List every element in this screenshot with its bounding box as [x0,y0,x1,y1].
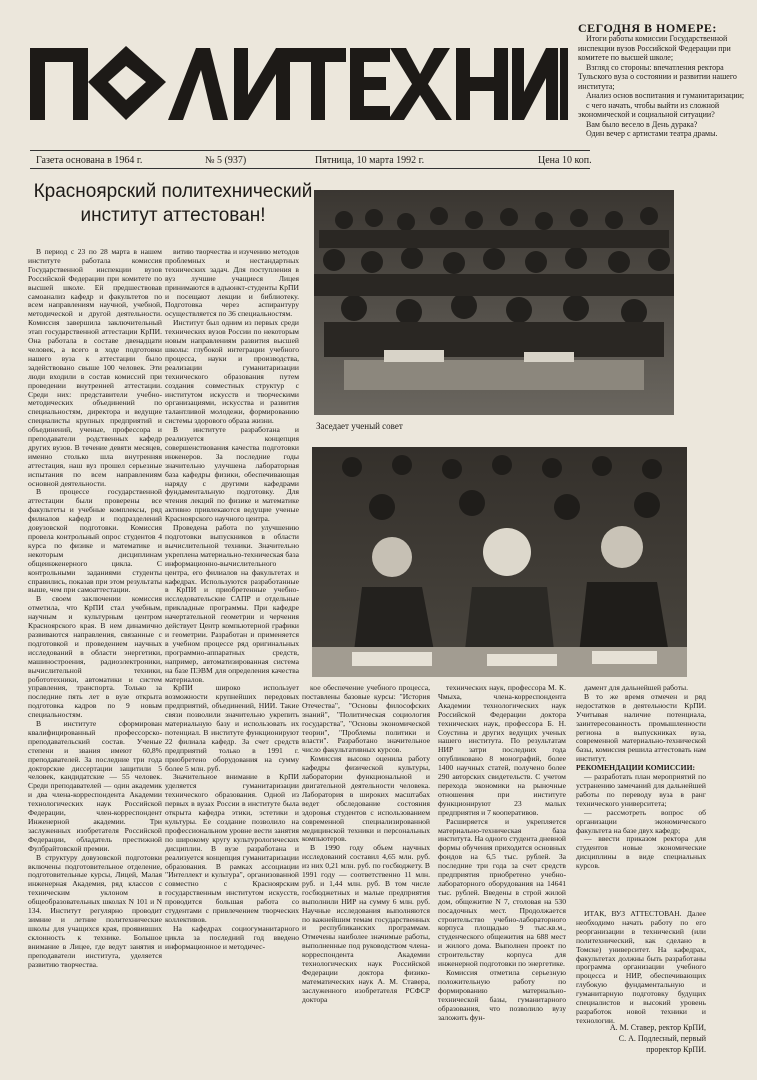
article-column-3 [302,684,430,1064]
paragraph: Проведена работа по улучшению подготовки выпускников в области вычислительной техники. Значительно укреплена материально-техническая база информационно-вычислительного центра, его филиалов на факультетах и кафедрах. Используются разработанные в КрПИ и приобретенные учебно-исследовательские САПР и отдельные прикладные программы. При кафедре начертательной геометрии и черчения действует Центр компьютерной графики и геометрии. Разработан и применяется в учебном процессе ряд оригинальных программно-аппаратных средств, например, автоматизированная система на базе ПЭВМ для определения качества материалов. [165,523,299,684]
paragraph: В своем заключении комиссия отметила, что КрПИ стал учебным, научным и культурным центром Красноярского края. В нем динамично развиваются направления, связанные с подготовкой и проведением научных исследований в области энергетики, машиностроения, радиоэлектроники, вычислительной техники, робототехники, автоматики и систем управления, транспорта. Только за последние пять лет в вузе открыта подготовка кадров по 9 новым специальностям. [28,594,162,720]
recommendations-heading: РЕКОМЕНДАЦИИ КОМИССИИ: [576,763,696,773]
price-text: Цена 10 коп. [538,155,592,166]
paragraph: Комиссия высоко оценила работу кафедры физической культуры, лаборатории функциональной и двигательной деятельности человека. Лаборатория в широких масштабах ведет обследование состояния здоровья студентов с использованием современной специализированной медицинской техники и персональных компьютеров. [302,754,430,844]
paragraph: ИТАК, ВУЗ АТТЕСТОВАН. Далее необходимо начать работу по его реорганизации в технический (или политехнический, как сделано в Томске) университет. На кафедрах, факультетах должны быть разработаны программа организации учебного процесса и НИР, обеспечивающих глубокую фундаментальную и гуманитарную подготовку будущих специалистов и высокий уровень разработок новой техники и технологии. [576,909,706,1025]
header-rule [30,168,590,169]
paragraph: КрПИ широко использует возможности крупнейших передовых предприятий, объединений, НИИ. Такие связи позволили значительно укрепить материальную базу и использовать их потенциал. В институте функционируют 22 филиала кафедр. За счет средств предприятий только в 1991 г. приобретено оборудования на сумму более 5 млн. руб. [165,683,299,773]
paragraph: технических наук, профессора М. К. Чмыха, члена-корреспондента Академии технологических наук Российской Федерации доктора технических наук, профессора Б. Н. Соустина и других ведущих ученых нашего института. По результатам НИР затри последних года опубликовано 8 монографий, более 1400 научных статей, получено более 290 авторских свидетельств. С учетом перехода экономики на рыночные отношения при институте функционируют 23 малых предприятия и 7 кооперативов. [438,683,566,817]
masthead-logo [28,40,568,125]
contents-heading: СЕГОДНЯ В НОМЕРЕ: [578,21,717,35]
photo-council-meeting [314,190,674,415]
paragraph: Расширяется и укрепляется материально-техническая база института. На одного студента дневной формы обучения приходится основных фондов на 6,5 тыс. рублей. За последние три года за счет средств предприятия приобретено учебно-лабораторного оборудования на 14641 тыс. рублей. Введены в строй жилой дом, общежитие N 7, столовая на 530 посадочных мест. Продолжается строительство учебно-лабораторного корпуса площадью 9 тыс.кв.м., студенческого общежития на 688 мест и жилого дома. Выполнен проект по строительству корпуса для инженерной подготовки по энергетике. [438,816,566,969]
paragraph: — ввести приказом ректора для студентов новые экономические дисциплины в виде специальных курсов. [576,834,706,871]
paragraph: В то же время отмечен и ряд недостатков в деятельности КрПИ. Учитывая наличие потенциала, заинтересованность промышленности региона в выпускниках вуза, современной материально-технической базы, комиссия решила аттестовать нам институт. [576,691,706,764]
signature-line: проректор КрПИ. [646,1045,706,1054]
article-conclusion [576,909,706,1025]
paragraph: — рассмотреть вопрос об организации экономического факультета на базе двух кафедр; [576,807,706,835]
article-column-2 [165,248,299,1063]
article-column-4 [438,684,566,1064]
issue-number: № 5 (937) [205,155,247,166]
headline: Красноярский политехнический институт аттестован! [33,181,313,226]
paragraph: дамент для дальнейшей работы. [584,683,689,692]
paragraph: Комиссия отметила серьезную положительную работу по формированию материально-технической базы, гуманитарного образования, что позволило вузу заложить фун- [438,968,566,1022]
issue-date: Пятница, 10 марта 1992 г. [315,155,425,166]
photo-commission [312,447,687,677]
contents-sidebar [578,22,748,139]
signature-line: А. М. Ставер, ректор КрПИ, [609,1023,706,1032]
paragraph: Институт был одним из первых среди технических вузов России по некоторым новым направлениям развития высшей школы: глубокой интеграции учебного процесса, науки и производства, реализации гуманитаризации технического образования путем создания совместных структур с институтом искусств и творческими организациями, искусства и развития талантливой молодежи, формированию системы здорового образа жизни. [165,318,299,426]
paragraph: Значительное внимание в КрПИ уделяется гуманитаризации технического образования. Одной из первых в вузах России в институте была открыта кафедра этики, эстетики и культуры. Ее создание позволило на профессиональном уровне вести занятия по широкому кругу культурологических дисциплин. В вузе разработана и реализуется концепция гуманитаризации образования. В рамках ассоциации "Интеллект и культура", организованной совместно с Красноярским государственным институтом искусств, проводится большая работа со студентами с привлечением творческих коллективов. [165,772,299,924]
paragraph: — разработать план мероприятий по устранению замечаний для дальнейшей работы по переводу вуза в ранг технического университета; [576,772,706,808]
signature-line: С. А. Подлесный, первый [618,1034,706,1043]
contents-item: с чего начать, чтобы выйти из сложной экономической и социальной ситуации? [578,100,720,119]
contents-item: Взгляд со стороны: впечатления ректора Тульского вуза о состоянии и развитии нашего института; [578,62,737,91]
photo-commission-art [312,447,687,677]
photo-caption: Заседает ученый совет [316,421,403,431]
paragraph: В процессе государственной аттестации были проверены все факультеты и учебные комплексы, ряд филиалов кафедр и подразделений довузовской подготовки. Комиссия провела контрольный опрос студентов 4 курса по физике и математике и некоторым дисциплинам общеинженерного цикла. С контрольными заданиями студенты справились, показав при этом результаты выше, чем при самоаттестации. [28,487,162,595]
paragraph: В период с 23 по 28 марта в нашем институте работала комиссия Государственной инспекции вузов Российской Федерации при комитете по высшей школе. Ей предшествовав самоанализ кафедр и факультетов по всем направлениям научной, учебной, методической и другой деятельности. Комиссия завершила заключительный этап государственной аттестации КрПИ. Она работала в составе двенадцати человек, а всего в ходе подготовки нашего вуза к аттестации было задействовано свыше 100 человек. Эти люди входили в состав комиссий при проведении внутренней аттестации. Среди них: представители учебно-методических объединений по специальностям, директора и ведущие специалисты крупных предприятий и объединений, ученые, профессора и преподаватели родственных кафедр других вузов. В течение девяти месяцев, именно столько шла внутренняя аттестация, наш вуз прошел серьезные испытания по всем направлениям основной деятельности. [28,247,162,488]
contents-item: Анализ основ воспитания и гуманитаризации; [586,91,745,100]
paragraph: В институте разработана и реализуется концепция совершенствования качества подготовки инженеров. За последние годы значительно улучшена лабораторная база кафедры физики, обеспечивающая наряду с другими кафедрами фундаментальную подготовку. Для чтения лекций по физике и математике активно привлекаются ведущие ученые Красноярского научного центра. [165,425,299,524]
masthead-logo-art [28,40,568,125]
contents-item: Итоги работы комиссии Государственной инспекции вузов Российской Федерации при комитете по высшей школе; [578,34,731,62]
paragraph: В 1990 году объем научных исследований составил 4,65 млн. руб. из них 0,21 млн. руб. по госбюджету. В 1991 году — соответственно 11 млн. руб. и 1,44 млн. руб. В том числе госбюджетных и малые предприятия выполнили НИР на сумму 6 млн. руб. Научные исследования выполняются по важнейшим темам государственных и республиканских программам. Отмечены наиболее значимые работы, выполненные под руководством члена-корреспондента Академии технологических наук Российской Федерации доктора физико-математических наук А. М. Ставера, заслуженного изобретателя РСФСР доктора [302,843,430,1004]
contents-item: Вам было весело в День дурака? [586,119,698,129]
paragraph: витию творчества и изучению методов проблемных и нестандартных технических задач. Для поступления в вуз лучшие учащиеся Лицея принимаются в адъюнкт-студенты КрПИ и посещают лекции и библиотеку. Подготовка через аспирантуру осуществляется по 36 специальностям. [165,247,299,319]
paragraph: В структуру довузовской подготовки включены подготовительное отделение, подготовительные курсы, Лицей, Малая инженерная Академия, ряд классов с техническим уклоном в общеобразовательных школах N 101 и N 134. Институт регулярно проводит зимние и летние политехнические школы для учащихся края, проявивших склонность к технике. Большое внимание в Лицее, где ведут занятия и преподаватели института, уделяется развитию творчества. [28,852,162,969]
founded-text: Газета основана в 1964 г. [36,155,143,166]
signature-block [566,1022,706,1055]
article-column-5 [576,684,706,889]
contents-item: Один вечер с артистами театра драмы. [586,129,718,138]
info-bar [30,150,592,166]
paragraph: кое обеспечение учебного процесса, поставлены базовые курсы: "История Отечества", "Основы философских знаний", "Политическая социология государства", "Основы экономической теории", "Проблемы политики и власти". Разработано значительное число факультативных курсов. [302,683,430,755]
article-column-1 [28,248,162,1063]
paragraph: В институте сформирован квалифицированный профессорско-преподавательский состав. Ученые степени и звания имеют 60,8% преподавателей. За последние три года докторские диссертации защитили 5 человек, кандидатские — 55 человек. Среди преподавателей — один академик и два члена-корреспондента Академии технологических наук Российской Федерации, член-корреспондент Инженерной академии. Три заслуженных изобретателя Российской Федерации, обладатель престижной Фулбрайтовской премии. [28,719,162,853]
photo-council-art [314,190,674,415]
paragraph: На кафедрах социогуманитарного цикла за последний год введено информационное и методичес- [165,923,299,951]
